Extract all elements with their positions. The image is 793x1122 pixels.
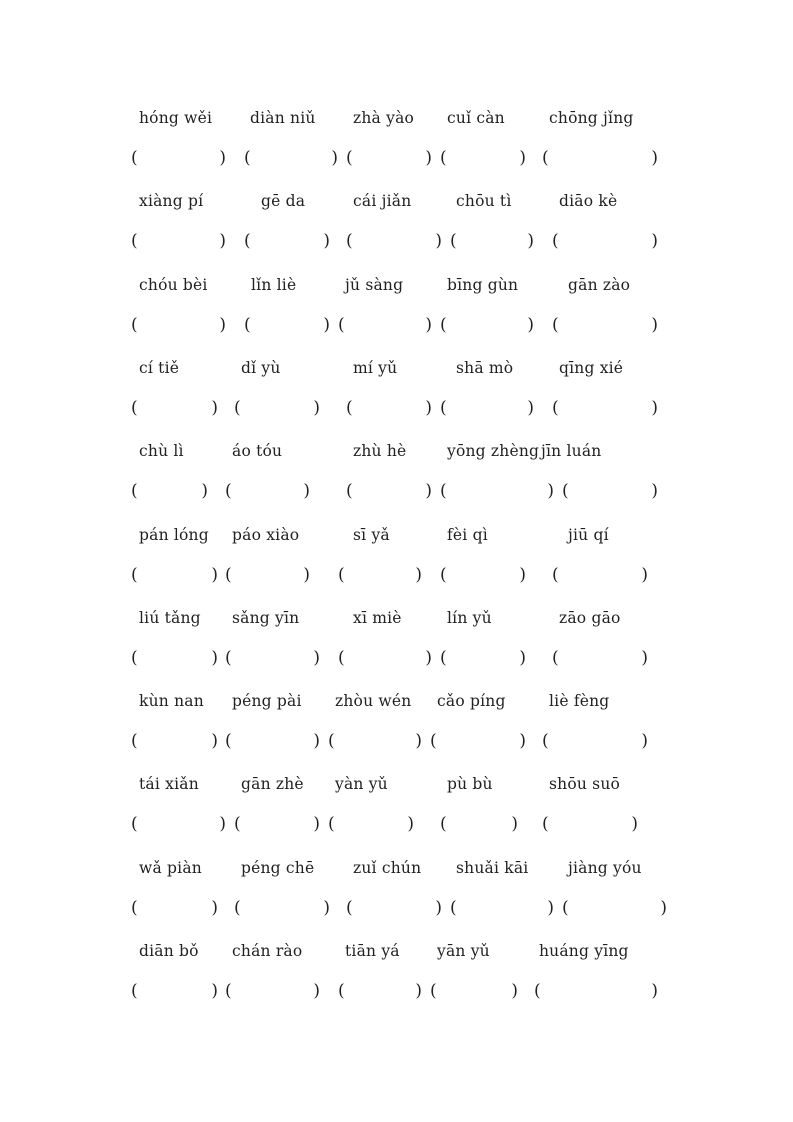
open-parenthesis: ( [440,647,447,668]
answer-row [0,561,793,589]
close-parenthesis: ) [651,231,658,252]
pinyin-prompt: hóng wěi [139,109,213,127]
answer-blank[interactable] [225,561,310,589]
answer-blank[interactable] [338,644,432,672]
answer-blank[interactable] [440,477,554,505]
pinyin-prompt: chōng jǐng [549,109,634,127]
answer-blank[interactable] [338,977,422,1005]
answer-blank[interactable] [244,227,330,255]
answer-blank[interactable] [131,644,218,672]
answer-blank[interactable] [552,311,658,339]
pinyin-prompt: péng pài [232,692,302,711]
pinyin-prompt: shā mò [456,358,514,377]
pinyin-prompt: jǔ sàng [345,275,404,294]
pinyin-prompt: xiàng pí [139,192,204,211]
open-parenthesis: ( [328,731,335,752]
open-parenthesis: ( [131,314,138,335]
open-parenthesis: ( [234,814,241,835]
open-parenthesis: ( [346,231,353,252]
close-parenthesis: ) [527,231,534,252]
open-parenthesis: ( [552,564,559,585]
pinyin-prompt: wǎ piàn [139,858,202,877]
close-parenthesis: ) [425,481,432,502]
open-parenthesis: ( [346,148,353,168]
pinyin-prompt: mí yǔ [353,358,398,377]
answer-blank[interactable] [225,477,310,505]
open-parenthesis: ( [131,731,138,752]
pinyin-row [0,104,793,132]
open-parenthesis: ( [346,897,353,918]
answer-blank[interactable] [450,894,554,922]
close-parenthesis: ) [323,231,330,252]
answer-blank[interactable] [244,144,338,172]
answer-row [0,727,793,755]
close-parenthesis: ) [211,647,218,668]
open-parenthesis: ( [131,148,138,168]
close-parenthesis: ) [415,981,422,1001]
close-parenthesis: ) [631,814,638,835]
answer-blank[interactable] [131,977,218,1005]
open-parenthesis: ( [131,814,138,835]
answer-blank[interactable] [552,394,658,422]
open-parenthesis: ( [534,981,541,1001]
answer-blank[interactable] [131,227,226,255]
answer-blank[interactable] [450,227,534,255]
close-parenthesis: ) [415,731,422,752]
pinyin-prompt: zāo gāo [559,608,621,627]
open-parenthesis: ( [440,314,447,335]
pinyin-prompt: liè fèng [549,692,610,711]
pinyin-row [0,937,793,965]
open-parenthesis: ( [225,731,232,752]
pinyin-prompt: cái jiǎn [353,192,412,211]
answer-blank[interactable] [225,644,320,672]
close-parenthesis: ) [219,814,226,835]
open-parenthesis: ( [234,897,241,918]
close-parenthesis: ) [511,814,518,835]
answer-blank[interactable] [131,894,218,922]
close-parenthesis: ) [527,314,534,335]
answer-blank[interactable] [131,727,218,755]
close-parenthesis: ) [415,564,422,585]
answer-blank[interactable] [440,810,518,838]
answer-blank[interactable] [346,394,432,422]
open-parenthesis: ( [131,647,138,668]
close-parenthesis: ) [211,564,218,585]
pinyin-prompt: lín yǔ [447,608,492,627]
pinyin-prompt: liú tǎng [139,608,201,627]
close-parenthesis: ) [323,897,330,918]
pinyin-prompt: kùn nan [139,692,204,711]
answer-row [0,977,793,1005]
pinyin-prompt: chōu tì [456,192,512,211]
answer-blank[interactable] [562,477,658,505]
pinyin-prompt: diān bǒ [139,942,199,960]
open-parenthesis: ( [552,231,559,252]
pinyin-prompt: bīng gùn [447,275,519,294]
open-parenthesis: ( [430,981,437,1001]
pinyin-prompt: áo tóu [232,442,283,461]
close-parenthesis: ) [519,731,526,752]
open-parenthesis: ( [542,731,549,752]
open-parenthesis: ( [328,814,335,835]
pinyin-row [0,271,793,299]
answer-blank[interactable] [346,477,432,505]
close-parenthesis: ) [527,397,534,418]
close-parenthesis: ) [435,897,442,918]
open-parenthesis: ( [440,397,447,418]
pinyin-prompt: chán rào [232,942,303,960]
answer-blank[interactable] [234,894,330,922]
close-parenthesis: ) [651,314,658,335]
answer-blank[interactable] [552,561,648,589]
answer-row [0,477,793,505]
close-parenthesis: ) [425,314,432,335]
open-parenthesis: ( [244,148,251,168]
open-parenthesis: ( [338,981,345,1001]
close-parenthesis: ) [323,314,330,335]
pinyin-prompt: zhù hè [353,442,407,461]
answer-row [0,894,793,922]
pinyin-prompt: cí tiě [139,358,180,377]
close-parenthesis: ) [313,647,320,668]
open-parenthesis: ( [440,148,447,168]
close-parenthesis: ) [425,397,432,418]
pinyin-prompt: pán lóng [139,525,209,544]
open-parenthesis: ( [131,897,138,918]
pinyin-prompt: cuǐ càn [447,109,505,127]
close-parenthesis: ) [519,647,526,668]
pinyin-prompt: yōng zhèng [447,442,540,461]
answer-blank[interactable] [552,644,648,672]
close-parenthesis: ) [407,814,414,835]
answer-blank[interactable] [328,810,414,838]
open-parenthesis: ( [440,481,447,502]
close-parenthesis: ) [547,481,554,502]
pinyin-prompt: qīng xié [559,358,624,377]
open-parenthesis: ( [225,564,232,585]
close-parenthesis: ) [651,397,658,418]
pinyin-prompt: tiān yá [345,942,400,960]
open-parenthesis: ( [225,481,232,502]
open-parenthesis: ( [225,981,232,1001]
answer-blank[interactable] [234,810,320,838]
answer-row [0,227,793,255]
close-parenthesis: ) [211,981,218,1001]
close-parenthesis: ) [313,981,320,1001]
pinyin-prompt: shōu suō [549,775,621,794]
pinyin-prompt: gān zhè [241,775,304,794]
pinyin-prompt: lǐn liè [251,275,297,294]
pinyin-prompt: zhòu wén [335,692,412,711]
close-parenthesis: ) [219,231,226,252]
open-parenthesis: ( [131,231,138,252]
pinyin-prompt: yàn yǔ [335,775,388,794]
answer-row [0,810,793,838]
pinyin-prompt: shuǎi kāi [456,858,529,877]
pinyin-prompt: fèi qì [447,525,488,544]
close-parenthesis: ) [211,397,218,418]
answer-blank[interactable] [440,394,534,422]
close-parenthesis: ) [641,647,648,668]
open-parenthesis: ( [346,397,353,418]
close-parenthesis: ) [651,981,658,1001]
close-parenthesis: ) [313,731,320,752]
pinyin-row [0,854,793,882]
close-parenthesis: ) [641,564,648,585]
answer-blank[interactable] [131,561,218,589]
pinyin-prompt: diàn niǔ [250,109,316,127]
close-parenthesis: ) [511,981,518,1001]
pinyin-prompt: jiàng yóu [568,858,642,877]
pinyin-prompt: huáng yīng [539,942,629,960]
answer-blank[interactable] [440,311,534,339]
close-parenthesis: ) [651,148,658,168]
pinyin-row [0,687,793,715]
answer-blank[interactable] [440,644,526,672]
answer-blank[interactable] [338,311,432,339]
close-parenthesis: ) [660,897,667,918]
answer-blank[interactable] [542,810,638,838]
close-parenthesis: ) [425,647,432,668]
answer-blank[interactable] [430,977,518,1005]
answer-blank[interactable] [328,727,422,755]
pinyin-prompt: gē da [261,192,306,211]
open-parenthesis: ( [450,897,457,918]
pinyin-prompt: zhà yào [353,109,415,127]
open-parenthesis: ( [552,397,559,418]
open-parenthesis: ( [542,148,549,168]
pinyin-prompt: tái xiǎn [139,775,199,794]
pinyin-prompt: dǐ yù [241,358,281,377]
answer-blank[interactable] [440,144,526,172]
answer-blank[interactable] [542,727,648,755]
answer-blank[interactable] [430,727,526,755]
close-parenthesis: ) [519,564,526,585]
answer-blank[interactable] [552,227,658,255]
pinyin-prompt: páo xiào [232,525,300,544]
open-parenthesis: ( [131,481,138,502]
open-parenthesis: ( [562,481,569,502]
pinyin-prompt: chóu bèi [139,275,208,294]
close-parenthesis: ) [313,814,320,835]
pinyin-row [0,770,793,798]
pinyin-prompt: jīn luán [541,442,602,461]
pinyin-prompt: xī miè [353,608,402,627]
close-parenthesis: ) [211,731,218,752]
open-parenthesis: ( [225,647,232,668]
open-parenthesis: ( [244,231,251,252]
pinyin-prompt: diāo kè [559,192,618,211]
open-parenthesis: ( [346,481,353,502]
answer-row [0,144,793,172]
close-parenthesis: ) [219,314,226,335]
close-parenthesis: ) [641,731,648,752]
open-parenthesis: ( [234,397,241,418]
pinyin-row [0,187,793,215]
answer-blank[interactable] [225,727,320,755]
open-parenthesis: ( [440,814,447,835]
pinyin-row [0,437,793,465]
pinyin-prompt: jiū qí [568,525,609,544]
close-parenthesis: ) [211,897,218,918]
close-parenthesis: ) [425,148,432,168]
open-parenthesis: ( [244,314,251,335]
answer-blank[interactable] [131,311,226,339]
answer-row [0,311,793,339]
pinyin-row [0,604,793,632]
pinyin-prompt: gān zào [568,275,631,294]
answer-blank[interactable] [131,144,226,172]
close-parenthesis: ) [219,148,226,168]
close-parenthesis: ) [331,148,338,168]
open-parenthesis: ( [430,731,437,752]
open-parenthesis: ( [338,564,345,585]
open-parenthesis: ( [450,231,457,252]
close-parenthesis: ) [519,148,526,168]
close-parenthesis: ) [313,397,320,418]
answer-blank[interactable] [346,144,432,172]
open-parenthesis: ( [552,647,559,668]
answer-blank[interactable] [131,477,208,505]
close-parenthesis: ) [201,481,208,502]
pinyin-prompt: sī yǎ [353,525,390,544]
answer-blank[interactable] [131,810,226,838]
open-parenthesis: ( [542,814,549,835]
open-parenthesis: ( [552,314,559,335]
pinyin-prompt: péng chē [241,858,315,877]
pinyin-prompt: cǎo píng [437,692,506,711]
close-parenthesis: ) [303,481,310,502]
answer-blank[interactable] [225,977,320,1005]
answer-row [0,644,793,672]
answer-blank[interactable] [131,394,218,422]
open-parenthesis: ( [338,647,345,668]
pinyin-prompt: yān yǔ [437,942,490,960]
pinyin-prompt: sǎng yīn [232,608,300,627]
close-parenthesis: ) [303,564,310,585]
pinyin-prompt: chù lì [139,442,184,461]
answer-blank[interactable] [440,561,526,589]
answer-blank[interactable] [534,977,658,1005]
close-parenthesis: ) [547,897,554,918]
open-parenthesis: ( [440,564,447,585]
close-parenthesis: ) [435,231,442,252]
open-parenthesis: ( [131,397,138,418]
answer-blank[interactable] [562,894,667,922]
close-parenthesis: ) [651,481,658,502]
answer-row [0,394,793,422]
open-parenthesis: ( [338,314,345,335]
answer-blank[interactable] [338,561,422,589]
pinyin-prompt: zuǐ chún [353,858,422,877]
answer-blank[interactable] [346,227,442,255]
pinyin-row [0,521,793,549]
answer-blank[interactable] [542,144,658,172]
open-parenthesis: ( [562,897,569,918]
open-parenthesis: ( [131,564,138,585]
pinyin-row [0,354,793,382]
answer-blank[interactable] [234,394,320,422]
open-parenthesis: ( [131,981,138,1001]
pinyin-prompt: pù bù [447,775,493,794]
answer-blank[interactable] [346,894,442,922]
answer-blank[interactable] [244,311,330,339]
